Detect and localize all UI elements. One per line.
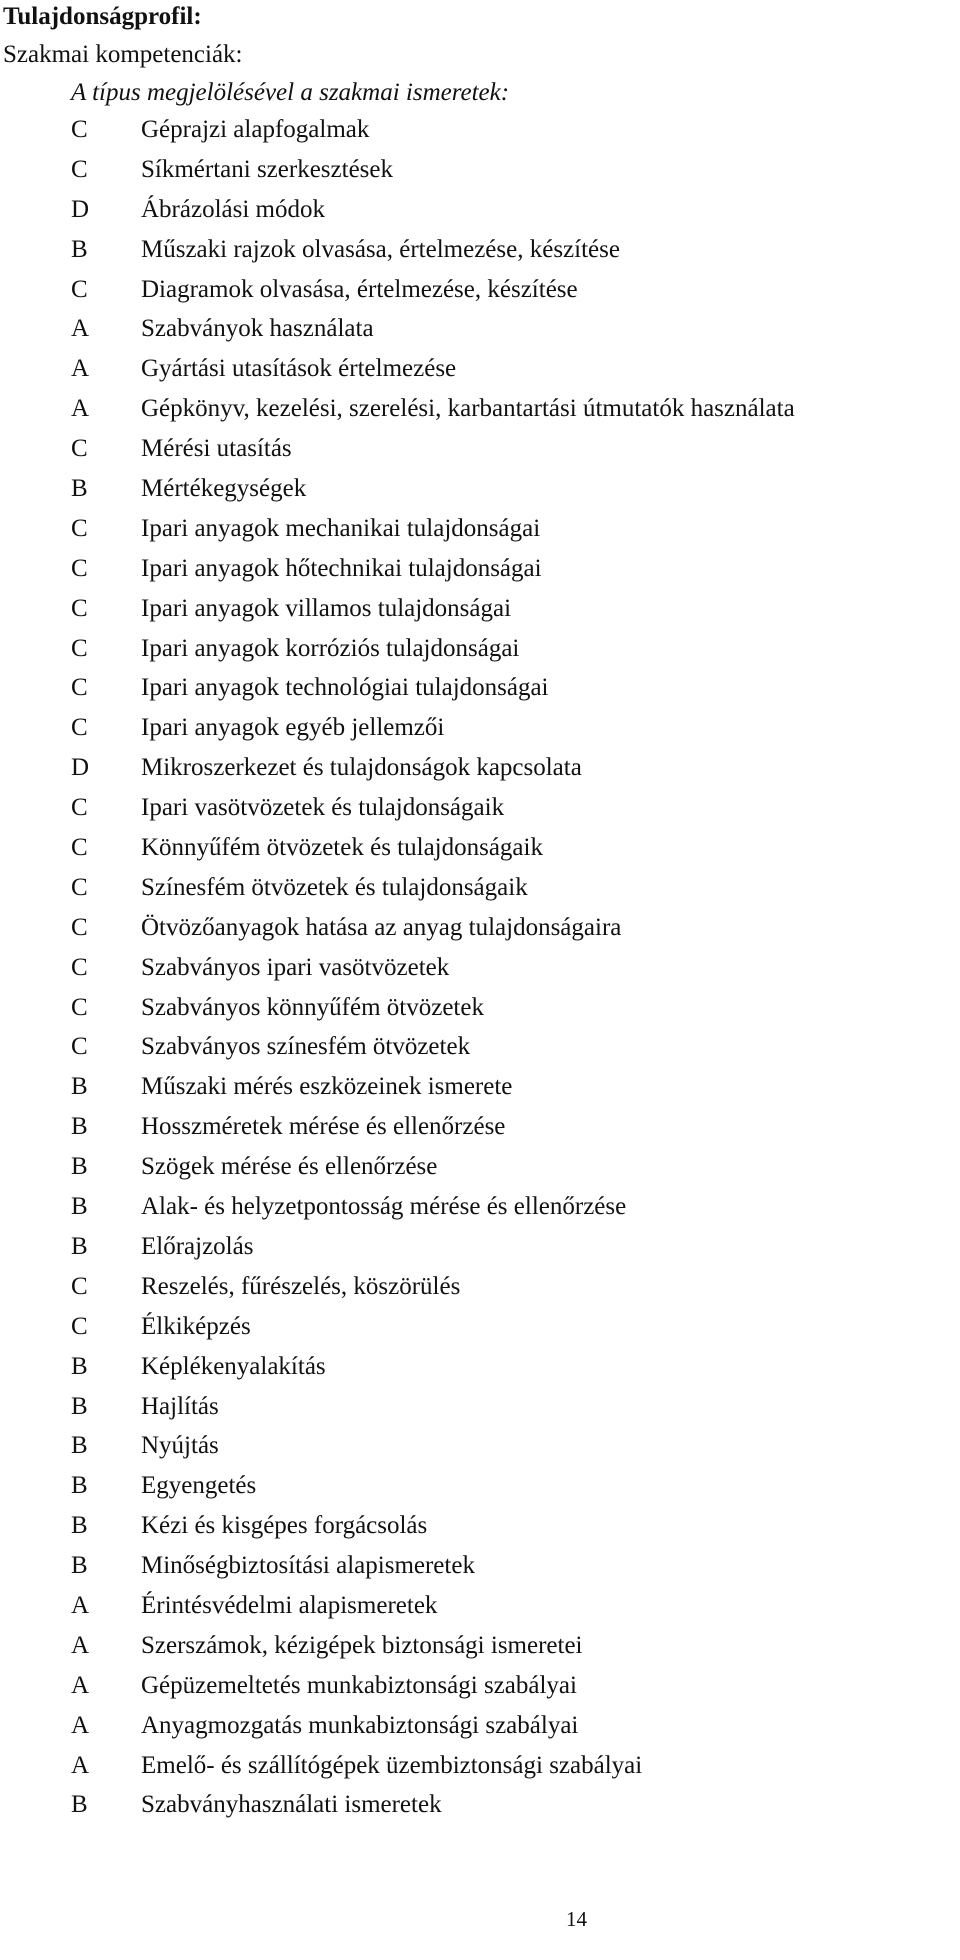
item-description: Ipari anyagok villamos tulajdonságai — [141, 594, 512, 622]
item-description: Kézi és kisgépes forgácsolás — [141, 1512, 428, 1540]
item-description: Hosszméretek mérése és ellenőrzése — [141, 1113, 506, 1141]
item-description: Élkiképzés — [141, 1312, 251, 1340]
item-description: Szabványhasználati ismeretek — [141, 1791, 442, 1819]
item-description: Szerszámok, kézigépek biztonsági ismeretei — [141, 1631, 583, 1659]
item-type-letter: B — [71, 475, 88, 503]
item-type-letter: C — [71, 873, 88, 901]
item-description: Mérési utasítás — [141, 435, 292, 463]
item-description: Szögek mérése és ellenőrzése — [141, 1153, 438, 1181]
item-description: Reszelés, fűrészelés, köszörülés — [141, 1272, 461, 1300]
item-type-letter: C — [71, 674, 88, 702]
item-description: Alak- és helyzetpontosság mérése és ellenőrzése — [141, 1193, 627, 1221]
item-description: Műszaki rajzok olvasása, értelmezése, készítése — [141, 235, 620, 263]
item-type-letter: C — [71, 155, 88, 183]
item-description: Síkmértani szerkesztések — [141, 155, 393, 183]
item-description: Mértékegységek — [141, 475, 307, 503]
item-type-letter: C — [71, 634, 88, 662]
item-type-letter: A — [71, 1751, 90, 1779]
item-description: Ipari anyagok hőtechnikai tulajdonságai — [141, 554, 542, 582]
item-type-letter: B — [71, 1512, 88, 1540]
item-type-letter: A — [71, 1631, 90, 1659]
item-type-letter: A — [71, 1591, 90, 1619]
item-description: Ipari anyagok korróziós tulajdonságai — [141, 634, 520, 662]
item-description: Anyagmozgatás munkabiztonsági szabályai — [141, 1711, 579, 1739]
item-type-letter: C — [71, 1312, 88, 1340]
document-title: Tulajdonságprofil: — [3, 3, 202, 30]
item-type-letter: C — [71, 953, 88, 981]
item-type-letter: B — [71, 1153, 88, 1181]
item-description: Szabványok használata — [141, 315, 374, 343]
item-description: Ipari vasötvözetek és tulajdonságaik — [141, 794, 505, 822]
item-description: Ábrázolási módok — [141, 195, 325, 223]
item-description: Könnyűfém ötvözetek és tulajdonságaik — [141, 834, 543, 862]
item-type-letter: C — [71, 714, 88, 742]
item-type-letter: C — [71, 834, 88, 862]
item-type-letter: B — [71, 1232, 88, 1260]
item-type-letter: B — [71, 1073, 88, 1101]
item-type-letter: B — [71, 235, 88, 263]
item-type-letter: A — [71, 1711, 90, 1739]
item-type-letter: C — [71, 275, 88, 303]
item-type-letter: B — [71, 1552, 88, 1580]
item-description: Előrajzolás — [141, 1232, 254, 1260]
item-type-letter: A — [71, 1671, 90, 1699]
item-type-letter: C — [71, 435, 88, 463]
item-type-letter: C — [71, 913, 88, 941]
item-description: Ipari anyagok egyéb jellemzői — [141, 714, 445, 742]
item-type-letter: C — [71, 1272, 88, 1300]
item-type-letter: C — [71, 554, 88, 582]
item-type-letter: D — [71, 195, 90, 223]
item-type-letter: A — [71, 395, 90, 423]
item-description: Szabványos színesfém ötvözetek — [141, 1033, 471, 1061]
item-type-letter: C — [71, 993, 88, 1021]
item-description: Műszaki mérés eszközeinek ismerete — [141, 1073, 513, 1101]
item-type-letter: B — [71, 1432, 88, 1460]
item-description: Képlékenyalakítás — [141, 1352, 326, 1380]
item-description: Szabványos könnyűfém ötvözetek — [141, 993, 484, 1021]
item-description: Mikroszerkezet és tulajdonságok kapcsolata — [141, 754, 582, 782]
item-type-letter: B — [71, 1193, 88, 1221]
item-type-letter: C — [71, 116, 88, 143]
item-type-letter: B — [71, 1472, 88, 1500]
item-description: Érintésvédelmi alapismeretek — [141, 1591, 438, 1619]
item-type-letter: C — [71, 594, 88, 622]
item-type-letter: B — [71, 1113, 88, 1141]
item-description: Emelő- és szállítógépek üzembiztonsági szabályai — [141, 1751, 643, 1779]
item-description: Nyújtás — [141, 1432, 219, 1460]
item-type-letter: B — [71, 1352, 88, 1380]
item-description: Ipari anyagok mechanikai tulajdonságai — [141, 514, 541, 542]
item-type-letter: C — [71, 794, 88, 822]
item-description: Gépkönyv, kezelési, szerelési, karbantartási útmutatók használata — [141, 395, 795, 423]
item-description: Géprajzi alapfogalmak — [141, 116, 370, 143]
section-heading: A típus megjelölésével a szakmai ismeretek: — [71, 79, 510, 106]
item-type-letter: A — [71, 315, 90, 343]
item-description: Gépüzemeltetés munkabiztonsági szabályai — [141, 1671, 577, 1699]
item-type-letter: C — [71, 514, 88, 542]
item-type-letter: B — [71, 1791, 88, 1819]
item-type-letter: A — [71, 355, 90, 383]
item-type-letter: D — [71, 754, 90, 782]
item-description: Szabványos ipari vasötvözetek — [141, 953, 450, 981]
item-description: Színesfém ötvözetek és tulajdonságaik — [141, 873, 528, 901]
item-description: Minőségbiztosítási alapismeretek — [141, 1552, 475, 1580]
item-description: Diagramok olvasása, értelmezése, készítése — [141, 275, 578, 303]
item-description: Ipari anyagok technológiai tulajdonságai — [141, 674, 549, 702]
item-description: Gyártási utasítások értelmezése — [141, 355, 457, 383]
item-type-letter: B — [71, 1392, 88, 1420]
item-description: Egyengetés — [141, 1472, 257, 1500]
page-number: 14 — [566, 1907, 587, 1931]
competencies-subtitle: Szakmai kompetenciák: — [3, 41, 243, 68]
item-description: Ötvözőanyagok hatása az anyag tulajdonságaira — [141, 913, 622, 941]
item-type-letter: C — [71, 1033, 88, 1061]
item-description: Hajlítás — [141, 1392, 219, 1420]
